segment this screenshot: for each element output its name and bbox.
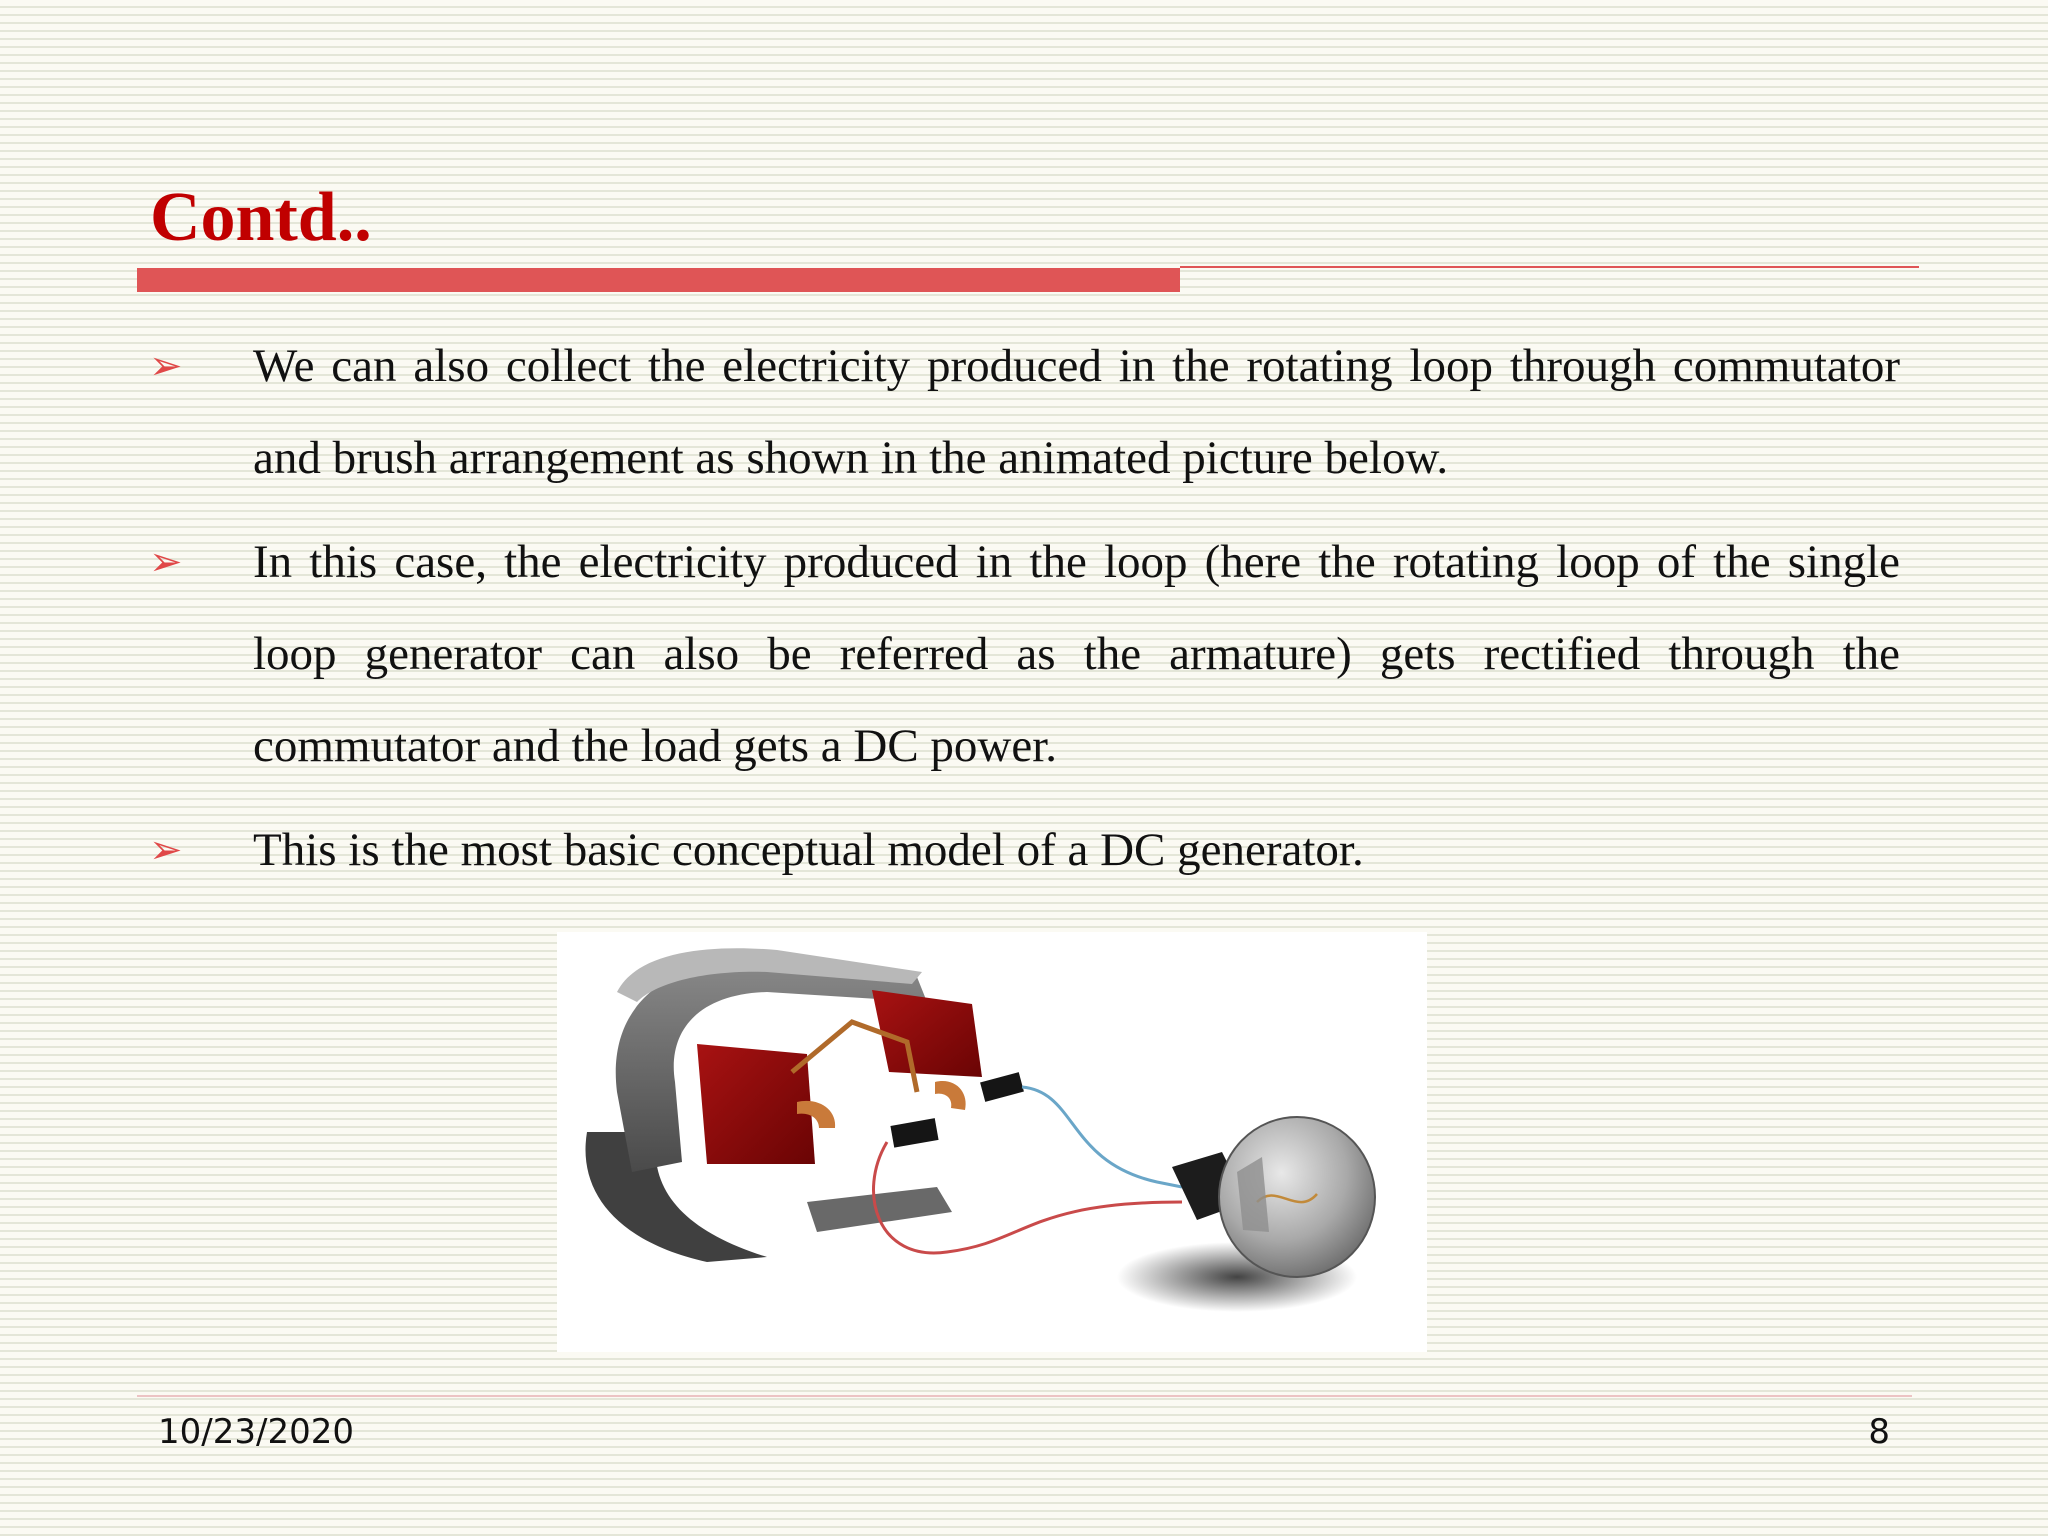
dc-generator-illustration	[557, 932, 1427, 1352]
bullet-text: This is the most basic conceptual model of a DC generator.	[253, 824, 1364, 876]
page-number: 8	[1868, 1412, 1890, 1452]
arrowhead-bullet-icon: ➢	[149, 827, 183, 873]
arrowhead-bullet-icon: ➢	[149, 539, 183, 585]
title-underline-bar	[137, 268, 1180, 292]
armature-shadow	[807, 1187, 952, 1232]
slide-title: Contd..	[150, 179, 372, 256]
dc-generator-svg	[557, 932, 1427, 1352]
bullet-text: In this case, the electricity produced in the loop (here the rotating loop of the single loop generator can also be referred as the armature) gets rectified through the commutator and the load gets a DC power.	[253, 536, 1900, 772]
bullet-text: We can also collect the electricity produced in the rotating loop through commutator and brush arrangement as shown in the animated picture below.	[253, 340, 1900, 484]
footer-date: 10/23/2020	[158, 1412, 354, 1452]
commutator-segment-b	[935, 1081, 966, 1110]
bullet-item	[145, 320, 1900, 504]
arrowhead-bullet-icon: ➢	[149, 343, 183, 389]
bullet-list	[145, 320, 1900, 908]
bullet-item	[145, 804, 1900, 896]
wire-blue	[1022, 1087, 1182, 1187]
brush-left	[890, 1118, 938, 1147]
title-underline-rule	[1180, 266, 1919, 268]
footer-divider	[137, 1395, 1912, 1397]
bullet-item	[145, 516, 1900, 792]
brush-right	[980, 1072, 1024, 1102]
